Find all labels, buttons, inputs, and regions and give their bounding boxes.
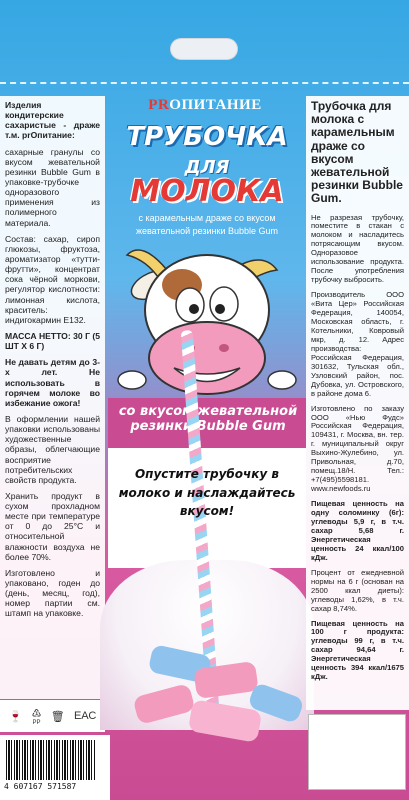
batch-stamp-box (308, 714, 406, 790)
recycle-pp-icon: ♳ PP (31, 707, 42, 726)
bin-icon: 🗑 (50, 710, 65, 723)
left-description: сахарные гранулы со вкусом жевательной резинки Bubble Gum в упаковке-трубочке одноразового применения из полимерного материала. (5, 146, 100, 228)
left-info-panel (0, 96, 105, 699)
eac-mark-icon: ЕАС (73, 710, 97, 722)
right-nutrition-serving: Пищевая ценность на одну соломинку (6г): углеводы 5,9 г, в т.ч. сахар 5,68 г. Энергетическая ценность 24 ккал/100 кДж. (311, 499, 404, 562)
right-info-panel (306, 96, 409, 710)
left-design-note: В оформлении нашей упаковки использованы художественные образы, облегчающие восприятие потребительских свойств продукта. (5, 413, 100, 485)
title-line-3: МОЛОКА (130, 174, 284, 209)
right-nutrition-100g: Пищевая ценность на 100 г продукта: углеводы 99 г, в т.ч. сахар 94,64 г. Энергетическая ценность 394 ккал/1675 кДж. (311, 618, 404, 682)
cow-mascot-illustration (112, 230, 302, 420)
title-line-1: ТРУБОЧКА (126, 122, 288, 152)
certification-icons (0, 700, 105, 732)
flavor-banner-text: со вкусом жевательной резинки Bubble Gum (118, 404, 298, 434)
tear-line (0, 82, 409, 84)
barcode-number: 4 607167 571587 (4, 782, 77, 791)
right-ordered: Изготовлено по заказу ООО «Нью Фудс» Российская Федерация, 109431, г. Москва, вн. тер. г. муниципальный округ Выхино-Жулебино, ул. Привольная, д.70, помещ.18/Н. Тел.: +7(495)5598181. www.newfoods.ru (311, 403, 404, 494)
right-usage: Не разрезая трубочку, поместите в стакан с молоком и насладитесь потрясающим вкусом. Одноразовое использование продукта. После употребления трубочку выбросить. (311, 212, 404, 285)
brand-logo: PRОПИТАНИЕ (148, 97, 262, 113)
left-heading: Изделия кондитерские сахаристые - драже т.м. prОпитание: (5, 100, 100, 141)
subtitle: с карамельным драже со вкусом жевательной резинки Bubble Gum (135, 213, 279, 236)
fragile-icon: 🍷 (8, 710, 23, 723)
left-composition: Состав: сахар, сироп глюкозы, фруктоза, ароматизатор «тутти-фрутти», концентрат сока чёрной моркови, регулятор кислотности: лимонная кислота, краситель: индигокармин E132. (5, 233, 100, 325)
left-warning: Не давать детям до 3-х лет. Не использовать в горячем молоке во избежание ожога! (5, 357, 100, 408)
right-daily-percent: Процент от ежедневной нормы на 6 г (основан на 2500 ккал диеты): углеводы 1,62%, в т.ч. сахар 8,74%. (311, 567, 404, 613)
title-line-2: ДЛЯ (184, 157, 230, 178)
left-storage: Хранить продукт в сухом прохладном месте при температуре от 0 до 25°С и относительной влажности воздуха не более 70%. (5, 490, 100, 562)
call-to-action: Опустите трубочку в молоко и наслаждайтесь вкусом! (118, 467, 296, 519)
right-title: Трубочка для молока с карамельным драже со вкусом жевательной резинки Bubble Gum. (311, 99, 403, 206)
left-mass: МАССА НЕТТО: 30 Г (5 ШТ X 6 Г) (5, 330, 100, 352)
right-producer: Производитель ООО «Вита Цер» Российская Федерация, 140054, Московская область, г. Котельники, Ковровый мкр, д. 12. Адрес производства: Российская Федерация, 301632, Тульская обл., Узловский район, пос. Дубовка, ул. Островского, в районе дома 6. (311, 290, 404, 398)
hang-hole (170, 38, 238, 60)
left-made: Изготовлено и упаковано, годен до (день, месяц, год), номер партии см. штамп на упаковке. (5, 567, 100, 619)
barcode (6, 740, 96, 780)
